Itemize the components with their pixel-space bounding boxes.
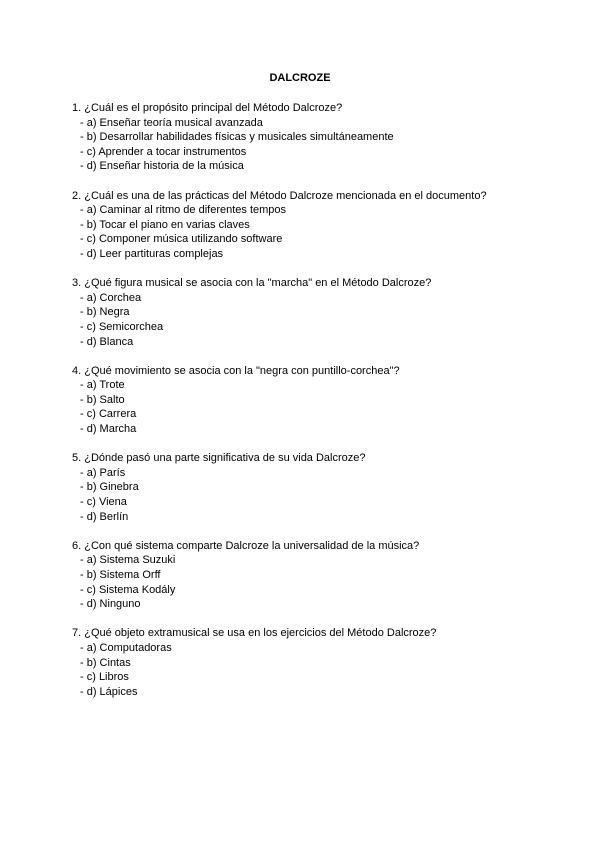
option-c: - c) Carrera bbox=[80, 408, 137, 421]
option-c: - c) Componer música utilizando software bbox=[80, 233, 283, 246]
option-a: - a) Enseñar teoría musical avanzada bbox=[80, 116, 263, 129]
option-b: - b) Sistema Orff bbox=[80, 569, 161, 581]
question-6 bbox=[72, 539, 572, 612]
question-text: 4. ¿Qué movimiento se asocia con la "negra con puntillo-corchea"? bbox=[72, 364, 400, 377]
question-text: 6. ¿Con qué sistema comparte Dalcroze la universalidad de la música? bbox=[72, 539, 420, 552]
question-1 bbox=[72, 101, 572, 174]
question-text: 2. ¿Cuál es una de las prácticas del Método Dalcroze mencionada en el documento? bbox=[72, 189, 487, 202]
option-d: - d) Ninguno bbox=[80, 598, 141, 611]
option-a: - a) París bbox=[80, 466, 126, 479]
question-text: 7. ¿Qué objeto extramusical se usa en los ejercicios del Método Dalcroze? bbox=[72, 627, 437, 640]
option-a: - a) Sistema Suzuki bbox=[80, 554, 176, 567]
option-d: - d) Lápices bbox=[80, 685, 138, 698]
option-a: - a) Computadoras bbox=[80, 641, 172, 654]
page-title: DALCROZE bbox=[269, 72, 331, 84]
option-b: - b) Desarrollar habilidades físicas y musicales simultáneamente bbox=[80, 131, 394, 144]
option-b: - b) Cintas bbox=[80, 656, 131, 669]
option-b: - b) Negra bbox=[80, 306, 130, 319]
question-text: 3. ¿Qué figura musical se asocia con la "marcha" en el Método Dalcroze? bbox=[72, 277, 432, 290]
option-c: - c) Semicorchea bbox=[80, 320, 164, 333]
option-a: - a) Corchea bbox=[80, 291, 142, 304]
option-d: - d) Berlín bbox=[80, 510, 129, 523]
question-5 bbox=[72, 451, 572, 524]
option-c: - c) Sistema Kodály bbox=[80, 583, 176, 596]
option-d: - d) Enseñar historia de la música bbox=[80, 160, 244, 173]
question-list bbox=[72, 101, 572, 714]
question-3 bbox=[72, 276, 572, 349]
option-a: - a) Caminar al ritmo de diferentes tempos bbox=[80, 204, 287, 217]
question-text: 1. ¿Cuál es el propósito principal del Método Dalcroze? bbox=[72, 102, 343, 114]
option-b: - b) Tocar el piano en varias claves bbox=[80, 218, 250, 231]
option-c: - c) Viena bbox=[80, 496, 127, 509]
option-d: - d) Blanca bbox=[80, 335, 134, 348]
option-b: - b) Salto bbox=[80, 393, 125, 406]
option-d: - d) Marcha bbox=[80, 423, 137, 436]
question-2 bbox=[72, 189, 572, 262]
option-a: - a) Trote bbox=[80, 379, 125, 392]
question-7 bbox=[72, 626, 572, 699]
question-text: 5. ¿Dónde pasó una parte significativa de su vida Dalcroze? bbox=[72, 452, 366, 465]
question-4 bbox=[72, 364, 572, 437]
option-c: - c) Libros bbox=[80, 671, 129, 684]
option-d: - d) Leer partituras complejas bbox=[80, 247, 224, 260]
option-c: - c) Aprender a tocar instrumentos bbox=[80, 145, 247, 158]
option-b: - b) Ginebra bbox=[80, 481, 139, 494]
